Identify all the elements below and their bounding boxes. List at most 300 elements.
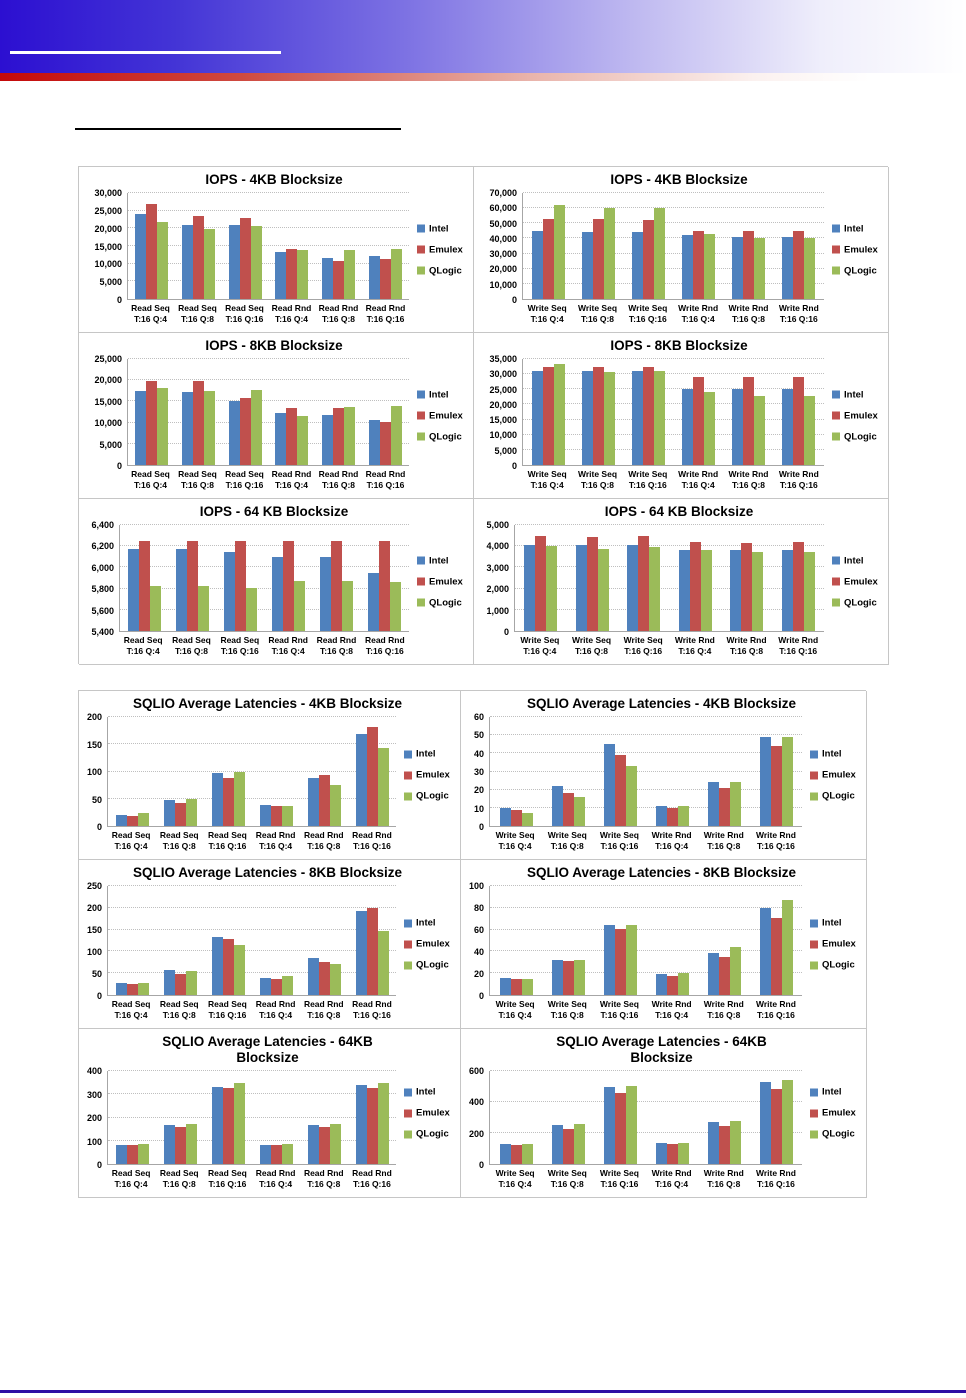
chart-body (463, 1066, 860, 1170)
legend-swatch-qlogic (832, 267, 840, 275)
y-tick-label: 0 (96, 1160, 102, 1170)
bar-group (573, 193, 623, 299)
bar-qlogic (150, 586, 161, 631)
category-label-line: T:16 Q:16 (628, 480, 667, 490)
y-axis (476, 520, 514, 637)
bar-qlogic (522, 979, 533, 995)
bar-qlogic (654, 371, 665, 465)
bar-groups (108, 1071, 396, 1164)
category-label-line: T:16 Q:4 (274, 314, 309, 324)
bar-intel (532, 231, 543, 299)
bar-group (750, 1071, 802, 1164)
chart-title-line: IOPS - 4KB Blocksize (610, 172, 748, 187)
bar-group (674, 359, 724, 465)
bar-emulex (719, 1126, 730, 1164)
category-label-line: Read Seq (208, 830, 247, 840)
y-tick-label: 25,000 (94, 205, 122, 216)
y-tick-label: 100 (86, 767, 102, 777)
chart-title (463, 696, 860, 712)
category-label (489, 830, 541, 856)
y-axis (463, 881, 489, 1001)
y-tick-label: 50 (473, 730, 484, 741)
bar-groups (128, 193, 409, 299)
legend-swatch-emulex (404, 771, 412, 779)
category-label (774, 469, 824, 495)
legend-label: Emulex (844, 576, 878, 587)
bar-group (300, 717, 348, 826)
bar-group (523, 193, 573, 299)
chart (474, 499, 889, 665)
category-label (361, 635, 409, 661)
legend-label: Intel (429, 555, 449, 566)
category-label-line: Read Seq (225, 303, 264, 313)
bar-emulex (271, 806, 282, 826)
bar-intel (632, 232, 643, 299)
category-label-line: Read Seq (178, 303, 217, 313)
category-label-line: Write Seq (628, 469, 668, 479)
legend (832, 555, 884, 608)
y-tick-label: 10,000 (489, 430, 517, 441)
category-label (348, 999, 396, 1025)
bar-emulex (193, 381, 204, 465)
bar-group (646, 717, 698, 826)
legend-item (404, 939, 456, 950)
plot-area (107, 886, 396, 996)
category-label-line: T:16 Q:8 (574, 646, 609, 656)
bar-intel (229, 225, 240, 299)
chart-body (476, 188, 882, 305)
bar-group (773, 525, 825, 631)
legend-item (404, 960, 456, 971)
y-tick-label: 0 (116, 461, 122, 471)
category-label-line: T:16 Q:8 (307, 1179, 341, 1189)
bar-qlogic (626, 766, 637, 826)
y-tick-label: 150 (86, 739, 102, 750)
category-label-line: Read Seq (208, 1168, 247, 1178)
y-tick-label: 15,000 (94, 396, 122, 407)
category-label-line: T:16 Q:4 (259, 841, 293, 851)
category-label (673, 303, 723, 329)
legend (404, 918, 456, 971)
category-label (221, 303, 268, 329)
chart-title (81, 338, 467, 354)
chart (461, 1029, 867, 1198)
bar-emulex (235, 541, 246, 631)
bar-qlogic (251, 226, 262, 299)
y-tick-label: 20 (473, 969, 484, 979)
bar-emulex (127, 1145, 138, 1164)
legend-item (417, 597, 469, 608)
bar-group (108, 717, 156, 826)
category-label (566, 635, 618, 661)
chart (461, 860, 867, 1029)
bar-emulex (771, 746, 782, 826)
chart-title-line: SQLIO Average Latencies - 4KB Blocksize (132, 696, 403, 711)
bar-emulex (643, 220, 654, 299)
category-label-line: Write Rnd (728, 303, 769, 313)
y-tick-label: 400 (86, 1066, 102, 1076)
bar-group (120, 525, 168, 631)
bar-group (252, 886, 300, 995)
legend-item (404, 791, 456, 802)
category-label (268, 469, 315, 495)
bar-qlogic (390, 582, 401, 631)
category-label-line: T:16 Q:16 (757, 841, 795, 851)
bar-intel (760, 737, 771, 826)
category-label (300, 830, 348, 856)
category-label-line: T:16 Q:4 (259, 1010, 293, 1020)
chart-body (463, 881, 860, 1001)
legend-swatch-qlogic (417, 267, 425, 275)
chart-title (476, 172, 882, 188)
legend-label: Intel (844, 223, 864, 234)
bar-group (222, 193, 269, 299)
bar-intel (760, 1082, 771, 1164)
category-label-line: Write Rnd (703, 830, 744, 840)
category-label-line: Read Seq (159, 999, 199, 1009)
bar-intel (356, 911, 367, 995)
category-label-line: Write Rnd (728, 469, 769, 479)
category-label-line: Read Rnd (318, 469, 359, 479)
bar-qlogic (554, 364, 565, 465)
y-tick-label: 0 (116, 295, 122, 305)
chart-body (476, 520, 882, 637)
y-tick-label: 0 (478, 991, 484, 1001)
category-label-line: T:16 Q:4 (133, 480, 168, 490)
bar-emulex (127, 984, 138, 995)
bar-emulex (593, 219, 604, 299)
chart-title (81, 504, 467, 520)
category-label-line: Write Seq (527, 303, 567, 313)
bar-qlogic (804, 552, 815, 631)
y-tick-label: 250 (86, 881, 102, 891)
bar-qlogic (157, 222, 168, 299)
category-label-line: T:16 Q:8 (580, 314, 615, 324)
chart-title-line: IOPS - 4KB Blocksize (205, 172, 343, 187)
category-label-line: T:16 Q:4 (274, 480, 309, 490)
y-tick-label: 10 (473, 803, 484, 814)
category-label-line: Write Rnd (651, 1168, 692, 1178)
bar-intel (128, 549, 139, 631)
bar-emulex (175, 1127, 186, 1164)
x-axis-labels (127, 303, 409, 329)
bar-group (175, 359, 222, 465)
legend-item (417, 244, 469, 255)
chart-body (81, 520, 467, 637)
legend-item (404, 1108, 456, 1119)
legend-item (404, 918, 456, 929)
category-label-line: T:16 Q:16 (779, 314, 818, 324)
category-label (721, 635, 773, 661)
bar-group (362, 359, 409, 465)
category-label-line: T:16 Q:8 (321, 314, 356, 324)
category-label-line: Write Seq (547, 1168, 587, 1178)
bar-qlogic (782, 900, 793, 995)
category-label-line: Read Rnd (352, 999, 392, 1009)
y-axis (81, 712, 107, 832)
category-label (593, 1168, 645, 1194)
legend-label: Intel (822, 748, 842, 760)
bar-intel (656, 806, 667, 826)
category-label-line: Read Rnd (271, 469, 312, 479)
category-label (203, 999, 251, 1025)
legend-label: Emulex (429, 244, 463, 255)
category-label-line: T:16 Q:8 (162, 1179, 196, 1189)
y-tick-label: 5,000 (494, 445, 517, 456)
chart-title-line: IOPS - 64 KB Blocksize (199, 504, 349, 519)
category-label-line: T:16 Q:8 (174, 646, 209, 656)
y-tick-label: 200 (468, 1128, 484, 1139)
legend-item (832, 576, 884, 587)
category-label-line: Read Rnd (352, 830, 392, 840)
legend-swatch-qlogic (404, 792, 412, 800)
y-tick-label: 5,600 (91, 605, 114, 616)
category-label-line: Write Seq (495, 830, 535, 840)
bar-group (515, 525, 567, 631)
bar-emulex (593, 367, 604, 465)
bar-group (204, 717, 252, 826)
y-tick-label: 60,000 (489, 203, 517, 214)
bar-intel (320, 557, 331, 631)
bar-group (594, 886, 646, 995)
bar-qlogic (522, 813, 533, 826)
legend-label: QLogic (844, 597, 877, 608)
legend-label: Intel (822, 1086, 842, 1098)
y-tick-label: 40 (473, 947, 484, 957)
y-tick-label: 0 (478, 1160, 484, 1170)
legend-swatch-emulex (404, 1109, 412, 1117)
bar-emulex (743, 377, 754, 465)
chart (79, 860, 461, 1029)
bar-emulex (240, 398, 251, 465)
y-tick-label: 10,000 (94, 259, 122, 270)
category-label (167, 635, 215, 661)
y-tick-label: 35,000 (489, 354, 517, 364)
bar-group (348, 717, 396, 826)
y-tick-label: 30,000 (489, 249, 517, 260)
category-label (593, 830, 645, 856)
legend-label: Intel (822, 917, 842, 929)
bar-intel (552, 1125, 563, 1164)
category-label (252, 999, 300, 1025)
category-label-line: Write Seq (577, 469, 618, 479)
bar-emulex (615, 1093, 626, 1164)
y-tick-label: 20,000 (94, 223, 122, 234)
bar-qlogic (598, 549, 609, 631)
chart (79, 1029, 461, 1198)
bar-qlogic (754, 238, 765, 299)
category-label-line: Read Rnd (318, 303, 359, 313)
category-label-line: T:16 Q:8 (731, 480, 766, 490)
category-label (669, 635, 721, 661)
bar-emulex (638, 536, 649, 631)
category-label-line: T:16 Q:4 (114, 841, 148, 851)
category-label-line: Write Seq (571, 635, 612, 645)
legend-label: Emulex (844, 244, 878, 255)
bar-group (750, 886, 802, 995)
bar-emulex (127, 816, 138, 826)
bar-intel (308, 958, 319, 995)
category-label (268, 303, 315, 329)
y-tick-label: 15,000 (489, 415, 517, 426)
chart-body (81, 712, 454, 832)
bar-emulex (139, 541, 150, 631)
category-label (221, 469, 268, 495)
legend-swatch-emulex (417, 412, 425, 420)
chart-body (463, 712, 860, 832)
legend-swatch-intel (810, 1088, 818, 1096)
y-tick-label: 5,000 (486, 520, 509, 530)
category-label-line: T:16 Q:4 (498, 1010, 532, 1020)
bar-qlogic (297, 250, 308, 299)
bar-qlogic (282, 806, 293, 826)
category-label (646, 1168, 698, 1194)
legend-swatch-intel (832, 391, 840, 399)
legend-item (404, 1087, 456, 1098)
legend-label: Intel (416, 917, 436, 929)
y-axis (81, 520, 119, 637)
bar-emulex (667, 976, 678, 995)
bar-intel (627, 545, 638, 631)
legend-item (832, 244, 884, 255)
plot-area (489, 1071, 802, 1165)
category-label (216, 635, 264, 661)
category-label (723, 469, 773, 495)
bar-intel (369, 420, 380, 465)
category-label (174, 303, 221, 329)
chart-title (476, 504, 882, 520)
category-label-line: T:16 Q:4 (498, 841, 532, 851)
bar-emulex (793, 231, 804, 299)
category-label-line: Write Seq (599, 1168, 639, 1178)
category-label (522, 303, 572, 329)
chart (79, 691, 461, 860)
chart-title-line: IOPS - 8KB Blocksize (205, 338, 343, 353)
chart-title-line: SQLIO Average Latencies - 8KB Blocksize (526, 865, 797, 880)
legend-swatch-emulex (810, 940, 818, 948)
category-label (772, 635, 824, 661)
bar-group (348, 886, 396, 995)
bar-qlogic (251, 390, 262, 465)
bar-emulex (719, 788, 730, 826)
bar-emulex (319, 962, 330, 995)
category-label-line: T:16 Q:16 (208, 841, 247, 851)
bar-qlogic (378, 1083, 389, 1164)
category-label-line: T:16 Q:16 (628, 314, 667, 324)
legend (810, 749, 862, 802)
category-label (646, 999, 698, 1025)
chart-body (476, 354, 882, 471)
bar-qlogic (344, 407, 355, 465)
legend-label: Emulex (429, 576, 463, 587)
bar-qlogic (138, 1144, 149, 1164)
y-tick-label: 200 (86, 1113, 102, 1123)
category-label-line: T:16 Q:16 (757, 1010, 795, 1020)
legend-item (832, 555, 884, 566)
bar-group (670, 525, 722, 631)
bar-group (523, 359, 573, 465)
legend-item (810, 918, 862, 929)
category-label-line: Read Rnd (364, 635, 405, 645)
bar-group (128, 193, 175, 299)
bar-intel (682, 389, 693, 465)
bar-intel (308, 1125, 319, 1164)
legend-label: Emulex (429, 410, 463, 421)
bar-groups (523, 359, 824, 465)
bar-group (646, 886, 698, 995)
bar-qlogic (701, 550, 712, 631)
category-label-line: Write Rnd (726, 635, 767, 645)
bar-intel (164, 1125, 175, 1164)
bar-intel (730, 550, 741, 631)
bar-qlogic (391, 249, 402, 299)
legend-swatch-emulex (404, 940, 412, 948)
bar-groups (515, 525, 824, 631)
category-label-line: Write Seq (599, 830, 639, 840)
category-label-line: T:16 Q:16 (225, 314, 264, 324)
category-label-line: T:16 Q:8 (319, 646, 354, 656)
legend-item (810, 791, 862, 802)
category-label (348, 1168, 396, 1194)
bar-intel (552, 786, 563, 826)
bar-qlogic (604, 372, 615, 465)
category-label-line: T:16 Q:4 (530, 480, 564, 490)
category-label (750, 1168, 802, 1194)
bar-emulex (693, 231, 704, 299)
category-label-line: T:16 Q:4 (678, 646, 712, 656)
category-label-line: Read Seq (159, 1168, 199, 1178)
bar-intel (260, 978, 271, 995)
bar-emulex (563, 1129, 574, 1164)
category-label-line: T:16 Q:8 (729, 646, 764, 656)
category-label (489, 1168, 541, 1194)
legend-swatch-qlogic (832, 433, 840, 441)
category-label (315, 303, 362, 329)
category-label (646, 830, 698, 856)
bar-intel (782, 237, 793, 299)
category-label (723, 303, 773, 329)
bar-intel (176, 549, 187, 631)
bar-qlogic (391, 406, 402, 465)
legend-label: Emulex (416, 938, 450, 950)
bar-qlogic (626, 925, 637, 995)
category-label-line: T:16 Q:8 (307, 1010, 341, 1020)
bar-intel (322, 258, 333, 299)
y-tick-label: 10,000 (489, 279, 517, 290)
bar-qlogic (704, 234, 715, 299)
bar-qlogic (186, 799, 197, 826)
y-axis (463, 1066, 489, 1170)
category-label-line: Read Seq (172, 635, 211, 645)
legend-item (417, 410, 469, 421)
bar-qlogic (678, 973, 689, 995)
bar-emulex (286, 249, 297, 299)
bar-qlogic (754, 396, 765, 465)
legend-item (832, 265, 884, 276)
legend-item (810, 939, 862, 950)
bar-group (265, 525, 313, 631)
legend-item (417, 223, 469, 234)
bar-groups (108, 886, 396, 995)
x-axis-labels (119, 635, 409, 661)
bar-emulex (146, 381, 157, 465)
bar-intel (604, 1087, 615, 1165)
bar-groups (120, 525, 409, 631)
category-label-line: Read Rnd (303, 1168, 344, 1178)
legend-swatch-emulex (832, 578, 840, 586)
bar-intel (632, 371, 643, 465)
legend-swatch-intel (404, 919, 412, 927)
